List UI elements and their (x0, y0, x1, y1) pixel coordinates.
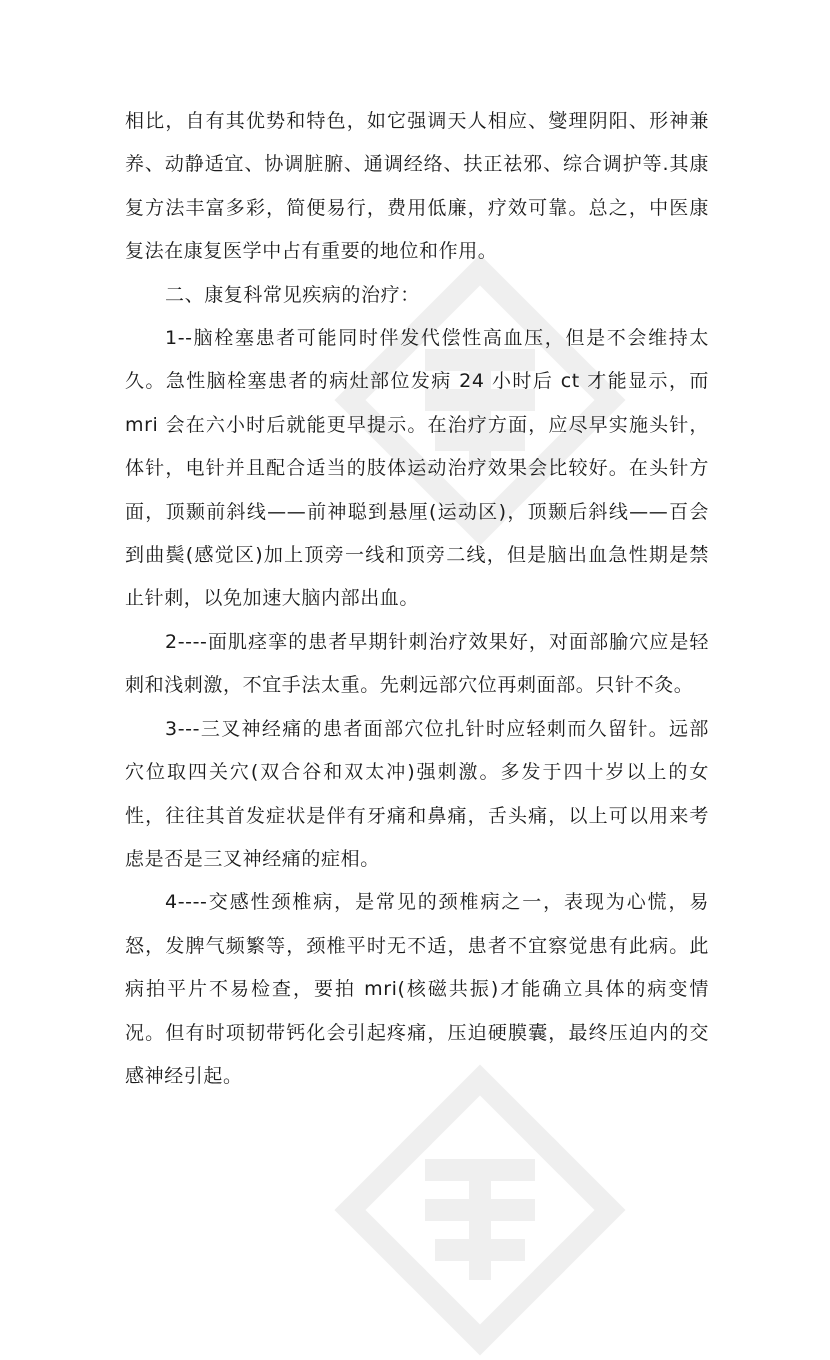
paragraph-intro-continuation: 相比，自有其优势和特色，如它强调天人相应、燮理阴阳、形神兼养、动静适宜、协调脏腑、通调经络、扶正祛邪、综合调护等.其康复方法丰富多彩，简便易行，费用低廉，疗效可靠。总之，中医康复法在康复医学中占有重要的地位和作用。 (125, 110, 709, 263)
paragraph-item-3: 3---三叉神经痛的患者面部穴位扎针时应轻刺而久留针。远部穴位取四关穴(双合谷和双太冲)强刺激。多发于四十岁以上的女性，往往其首发症状是伴有牙痛和鼻痛，舌头痛，以上可以用来考虑是否是三叉神经痛的症相。 (125, 717, 709, 870)
paragraph-item-2: 2----面肌痉挛的患者早期针刺治疗效果好，对面部腧穴应是轻刺和浅刺激，不宜手法太重。先刺远部穴位再刺面部。只针不灸。 (125, 630, 709, 697)
paragraph-item-1: 1--脑栓塞患者可能同时伴发代偿性高血压，但是不会维持太久。急性脑栓塞患者的病灶部位发病 24 小时后 ct 才能显示，而 mri 会在六小时后就能更早提示。在治疗方面，应尽早实施头针，体针，电针并且配合适当的肢体运动治疗效果会比较好。在头针方面，顶颞前斜线——前神聪到悬厘(运动区)，顶颞后斜线——百会到曲鬓(感觉区)加上顶旁一线和顶旁二线，但是脑出血急性期是禁止针刺，以免加速大脑内部出血。 (125, 327, 709, 610)
document-body (125, 100, 709, 1098)
watermark-logo-icon (330, 1060, 630, 1360)
paragraph-item-4: 4----交感性颈椎病，是常见的颈椎病之一，表现为心慌，易怒，发脾气频繁等，颈椎平时无不适，患者不宜察觉患有此病。此病拍平片不易检查，要拍 mri(核磁共振)才能确立具体的病变情况。但有时项韧带钙化会引起疼痛，压迫硬膜囊，最终压迫内的交感神经引起。 (125, 891, 709, 1087)
section-heading: 二、康复科常见疾病的治疗： (165, 283, 420, 306)
